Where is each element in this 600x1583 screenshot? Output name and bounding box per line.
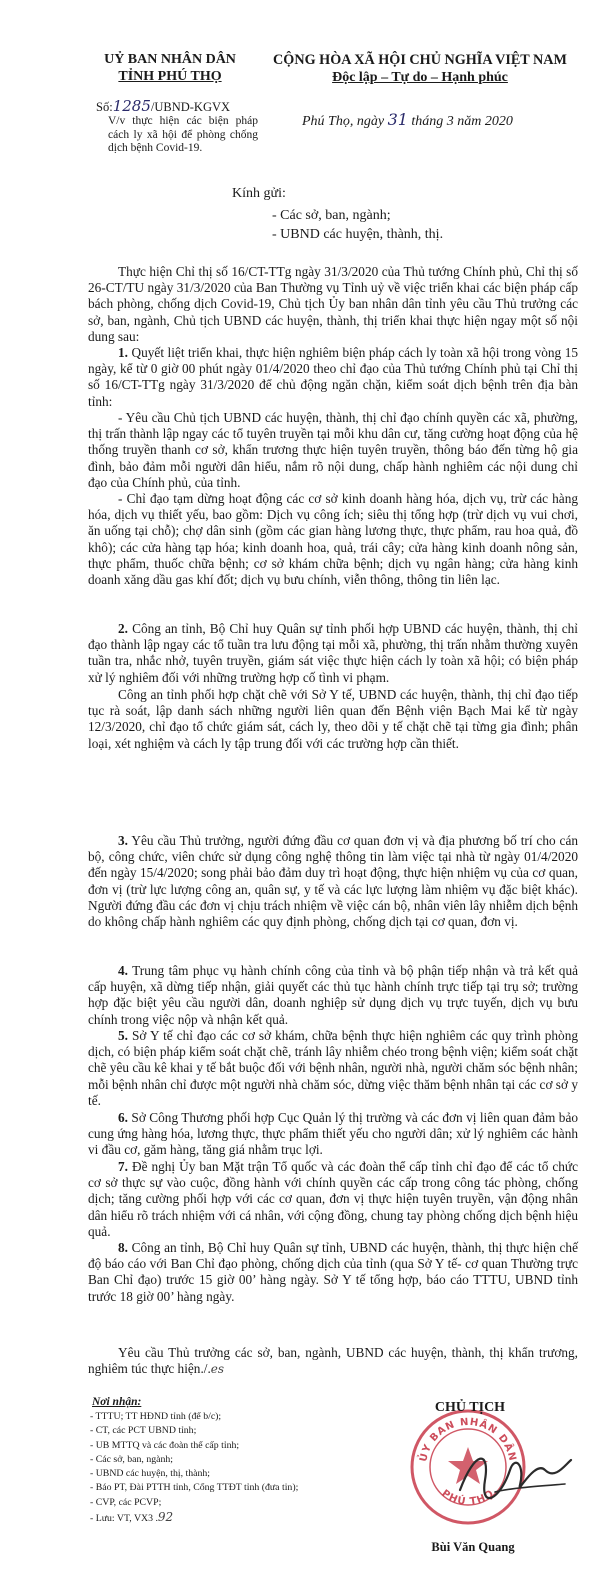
section-text: Công an tỉnh, Bộ Chỉ huy Quân sự tỉnh, UBND các huyện, thành, thị thực hiện chế độ báo cáo với Ban Chỉ đạo phòng, chống dịch của tỉnh (qua Sở Y tế- cơ quan Thường trực Ban Chỉ đạo) trước 15 giờ 00’ hàng ngày. Sở Y tế tổng hợp, báo cáo TTTU, UBND tỉnh trước 18 giờ 00’ hàng ngày. xyxy=(88,1240,578,1304)
body-closing-paragraph xyxy=(88,1345,578,1377)
greeting: Kính gửi: xyxy=(232,186,286,201)
section-text: Công an tỉnh, Bộ Chỉ huy Quân sự tỉnh phối hợp UBND các huyện, thành, thị chỉ đạo thành lập ngay các tổ tuần tra lưu động tại mỗi xã, phường, thị trấn nhằm thường xuyên tuần tra, nhắc nhở, tuyên truyền, giám sát việc thực hiện cách ly toàn xã hội; có biện pháp xử lý nghiêm đối với những trường hợp cố tình vi phạm. xyxy=(88,621,579,685)
noi-nhan-item: - UBND các huyện, thị, thành; xyxy=(90,1468,210,1480)
document-subject: V/v thực hiện các biện pháp cách ly xã hội để phòng chống dịch bệnh Covid-19. xyxy=(108,115,258,154)
noi-nhan-item: - TTTU; TT HĐND tỉnh (để b/c); xyxy=(90,1411,222,1422)
section-text: Sở Y tế chỉ đạo các cơ sở khám, chữa bệnh thực hiện nghiêm các quy trình phòng dịch, có biện pháp kiểm soát chặt chẽ, tránh lây nhiễm chéo trong bệnh viện; kiểm soát chặt chẽ yêu cầu kê khai y tế bắt buộc đối với bệnh nhân, người nhà, người chăm sóc bệnh nhân; mỗi bệnh nhân chỉ được một người nhà chăm sóc, dừng việc thăm bệnh nhân tại các cơ sở y tế. xyxy=(88,1028,578,1108)
org-name-line2 xyxy=(100,69,240,85)
section-text: Trung tâm phục vụ hành chính công của tỉnh và bộ phận tiếp nhận và trả kết quả cấp huyện, xã dừng tiếp nhận, giải quyết các thủ tục hành chính trực tiếp tại trụ sở; trường hợp đặc biệt yêu cầu người dân, doanh nghiệp sử dụng dịch vụ trực tuyến, dịch vụ bưu chính trong việc nộp và nhận kết quả. xyxy=(88,963,578,1027)
section-number: 2. xyxy=(118,621,128,636)
body-section-5 xyxy=(88,1028,578,1109)
section-text: Sở Công Thương phối hợp Cục Quản lý thị trường và các đơn vị liên quan đảm bảo cung ứng hàng hóa, lương thực, thực phẩm thiết yếu cho người dân; xử lý nghiêm các hành vi đầu cơ, găm hàng, tăng giá nhằm trục lợi. xyxy=(88,1110,578,1158)
section-text: Quyết liệt triển khai, thực hiện nghiêm biện pháp cách ly toàn xã hội trong vòng 15 ngày, kể từ 0 giờ 00 phút ngày 01/4/2020 theo chỉ đạo của Thủ tướng Chính phủ tại Chỉ thị số 16/CT-TTg ngày 31/3/2020 để chủ động ngăn chặn, kiểm soát dịch bệnh trên địa bàn tỉnh: xyxy=(88,345,579,409)
recipient-item: - Các sở, ban, ngành; xyxy=(272,208,391,223)
body-section-6 xyxy=(88,1110,578,1159)
handwritten-signature-icon xyxy=(455,1440,575,1510)
org-province-name: TỈNH PHÚ THỌ xyxy=(118,69,222,84)
noi-nhan-item: - CT, các PCT UBND tỉnh; xyxy=(90,1425,197,1437)
noi-nhan-item: - CVP, các PCVP; xyxy=(90,1496,162,1508)
body-bullet-paragraph: - Chỉ đạo tạm dừng hoạt động các cơ sở kinh doanh hàng hóa, dịch vụ, trừ các hàng hóa, dịch vụ thiết yếu, bao gồm: Dịch vụ công ích; siêu thị tổng hợp (trừ dịch vụ vui chơi, ăn uống tại chỗ); chợ dân sinh (gồm các gian hàng lương thực, thực phẩm, rau hoa quả, đồ khô); các cửa hàng tạp hóa; kinh doanh hoa, quả, trái cây; cửa hàng kinh doanh nông sản, thực phẩm, thuốc chữa bệnh; cơ sở khám chữa bệnh; dịch vụ ngân hàng; cửa hàng kinh doanh xăng dầu gas khí đốt; dịch vụ bưu chính, viễn thông, thông tin liên lạc. xyxy=(88,491,578,588)
national-motto xyxy=(262,70,578,86)
doc-number-handwritten: 1285 xyxy=(112,97,151,115)
section-text: Đề nghị Ủy ban Mặt trận Tổ quốc và các đoàn thể cấp tỉnh chỉ đạo để các tổ chức cơ sở thực sự vào cuộc, đồng hành với chính quyền các cấp trong công tác phòng, chống dịch; tăng cường phối hợp với các cơ quan, đơn vị thực hiện tuyên truyền, vận động nhân dân hiểu rõ trách nhiệm với cá nhân, với cộng đồng, chung tay phòng chống dịch bệnh hiệu quả. xyxy=(88,1159,578,1239)
section-number: 7. xyxy=(118,1159,128,1174)
body-section-7 xyxy=(88,1159,578,1240)
body-section-4 xyxy=(88,963,578,1028)
date-prefix: Phú Thọ, ngày xyxy=(302,114,385,129)
section-number: 6. xyxy=(118,1110,128,1125)
closing-text: Yêu cầu Thủ trưởng các sở, ban, ngành, UBND các huyện, thành, thị khẩn trương, nghiêm túc thực hiện./. xyxy=(88,1345,578,1377)
noi-nhan-list xyxy=(90,1410,298,1526)
signer-title: CHỦ TỊCH xyxy=(434,1400,506,1415)
org-name-line1: UỶ BAN NHÂN DÂN xyxy=(104,52,236,67)
section-number: 1. xyxy=(118,345,128,360)
noi-nhan-handwritten-mark: 92 xyxy=(157,1510,174,1525)
section-number: 3. xyxy=(118,833,128,848)
noi-nhan-title-text: Nơi nhận: xyxy=(92,1396,142,1408)
noi-nhan-last-text: - Lưu: VT, VX3 . xyxy=(90,1513,158,1525)
section-text: Yêu cầu Thủ trưởng, người đứng đầu cơ quan đơn vị và địa phương bố trí cho cán bộ, công chức, viên chức sử dụng công nghệ thông tin làm việc tại nhà từ ngày 01/4/2020 đến ngày 15/4/2020; song phải bảo đảm duy trì hoạt động, thực hiện nhiệm vụ của cơ quan, đơn vị (trừ lực lượng công an, quân sự, y tế và các lực lượng làm nhiệm vụ đặc biệt khác). Người đứng đầu các đơn vị chịu trách nhiệm về việc cán bộ, nhân viên lây nhiễm dịch bệnh do không chấp hành nghiêm các quy định phòng, chống dịch tại cơ quan, đơn vị. xyxy=(88,833,578,930)
body-section-2 xyxy=(88,621,578,686)
document-number xyxy=(96,97,230,115)
noi-nhan-item: - UB MTTQ và các đoàn thể cấp tỉnh; xyxy=(90,1439,240,1451)
noi-nhan-item: - Báo PT, Đài PTTH tỉnh, Cổng TTĐT tỉnh (đưa tin); xyxy=(90,1482,299,1494)
doc-number-suffix: /UBND-KGVX xyxy=(150,100,231,114)
body-intro-paragraph: Thực hiện Chỉ thị số 16/CT-TTg ngày 31/3/2020 của Thủ tướng Chính phủ, Chỉ thị số 26-CT/TU ngày 31/3/2020 của Ban Thường vụ Tỉnh uỷ về việc triển khai các biện pháp cấp bách phòng, chống dịch Covid-19, Chủ tịch Ủy ban nhân dân tỉnh yêu cầu Thủ trưởng các sở, ban, ngành, Chủ tịch UBND các huyện, thành, thị triển khai thực hiện ngay một số nội dung sau: xyxy=(88,264,578,344)
national-motto-text: Độc lập – Tự do – Hạnh phúc xyxy=(332,70,508,85)
seal-text-top: ỦY BAN NHÂN DÂN xyxy=(418,1416,518,1463)
date-suffix: tháng 3 năm 2020 xyxy=(411,114,513,129)
section-number: 4. xyxy=(118,963,128,978)
recipient-item: - UBND các huyện, thành, thị. xyxy=(272,227,444,242)
noi-nhan-item: - Các sở, ban, ngành; xyxy=(90,1453,173,1465)
closing-handwritten-mark: es xyxy=(210,1362,225,1377)
signer-name: Bùi Văn Quang xyxy=(431,1540,515,1554)
body-paragraph: Công an tỉnh phối hợp chặt chẽ với Sở Y tế, UBND các huyện, thành, thị chỉ đạo tiếp tục rà soát, lập danh sách những người liên quan đến Bệnh viện Bạch Mai kể từ ngày 12/3/2020, chỉ đạo tổ chức giám sát, cách ly, theo dõi y tế chặt chẽ tại từng gia đình; phân loại, xét nghiệm và cách ly tập trung đối với các trường hợp cần thiết. xyxy=(88,687,578,751)
national-title: CỘNG HÒA XÃ HỘI CHỦ NGHĨA VIỆT NAM xyxy=(273,52,567,68)
body-section-8 xyxy=(88,1240,578,1305)
doc-number-prefix: Số: xyxy=(96,100,113,114)
document-date xyxy=(302,110,513,130)
date-day-handwritten: 31 xyxy=(387,110,408,129)
seal-text-bottom: PHÚ THỌ xyxy=(439,1488,497,1508)
noi-nhan-item xyxy=(90,1510,298,1526)
section-number: 5. xyxy=(118,1028,128,1043)
noi-nhan-title xyxy=(92,1396,141,1408)
body-section-3 xyxy=(88,833,578,930)
section-number: 8. xyxy=(118,1240,128,1255)
body-section-1 xyxy=(88,345,578,410)
body-bullet-paragraph: - Yêu cầu Chủ tịch UBND các huyện, thành, thị chỉ đạo chính quyền các xã, phường, thị trấn thành lập ngay các tổ tuyên truyền tại mỗi khu dân cư, tăng cường hoạt động của hệ thống truyền thanh cơ sở, khẩn trương thực hiện tuyên truyền, thông báo đến từng hộ gia đình, bảo đảm mỗi người dân hiểu, nắm rõ nội dung, chấp hành nghiêm các nội dung chỉ đạo của Chính phủ, của tỉnh. xyxy=(88,410,578,490)
